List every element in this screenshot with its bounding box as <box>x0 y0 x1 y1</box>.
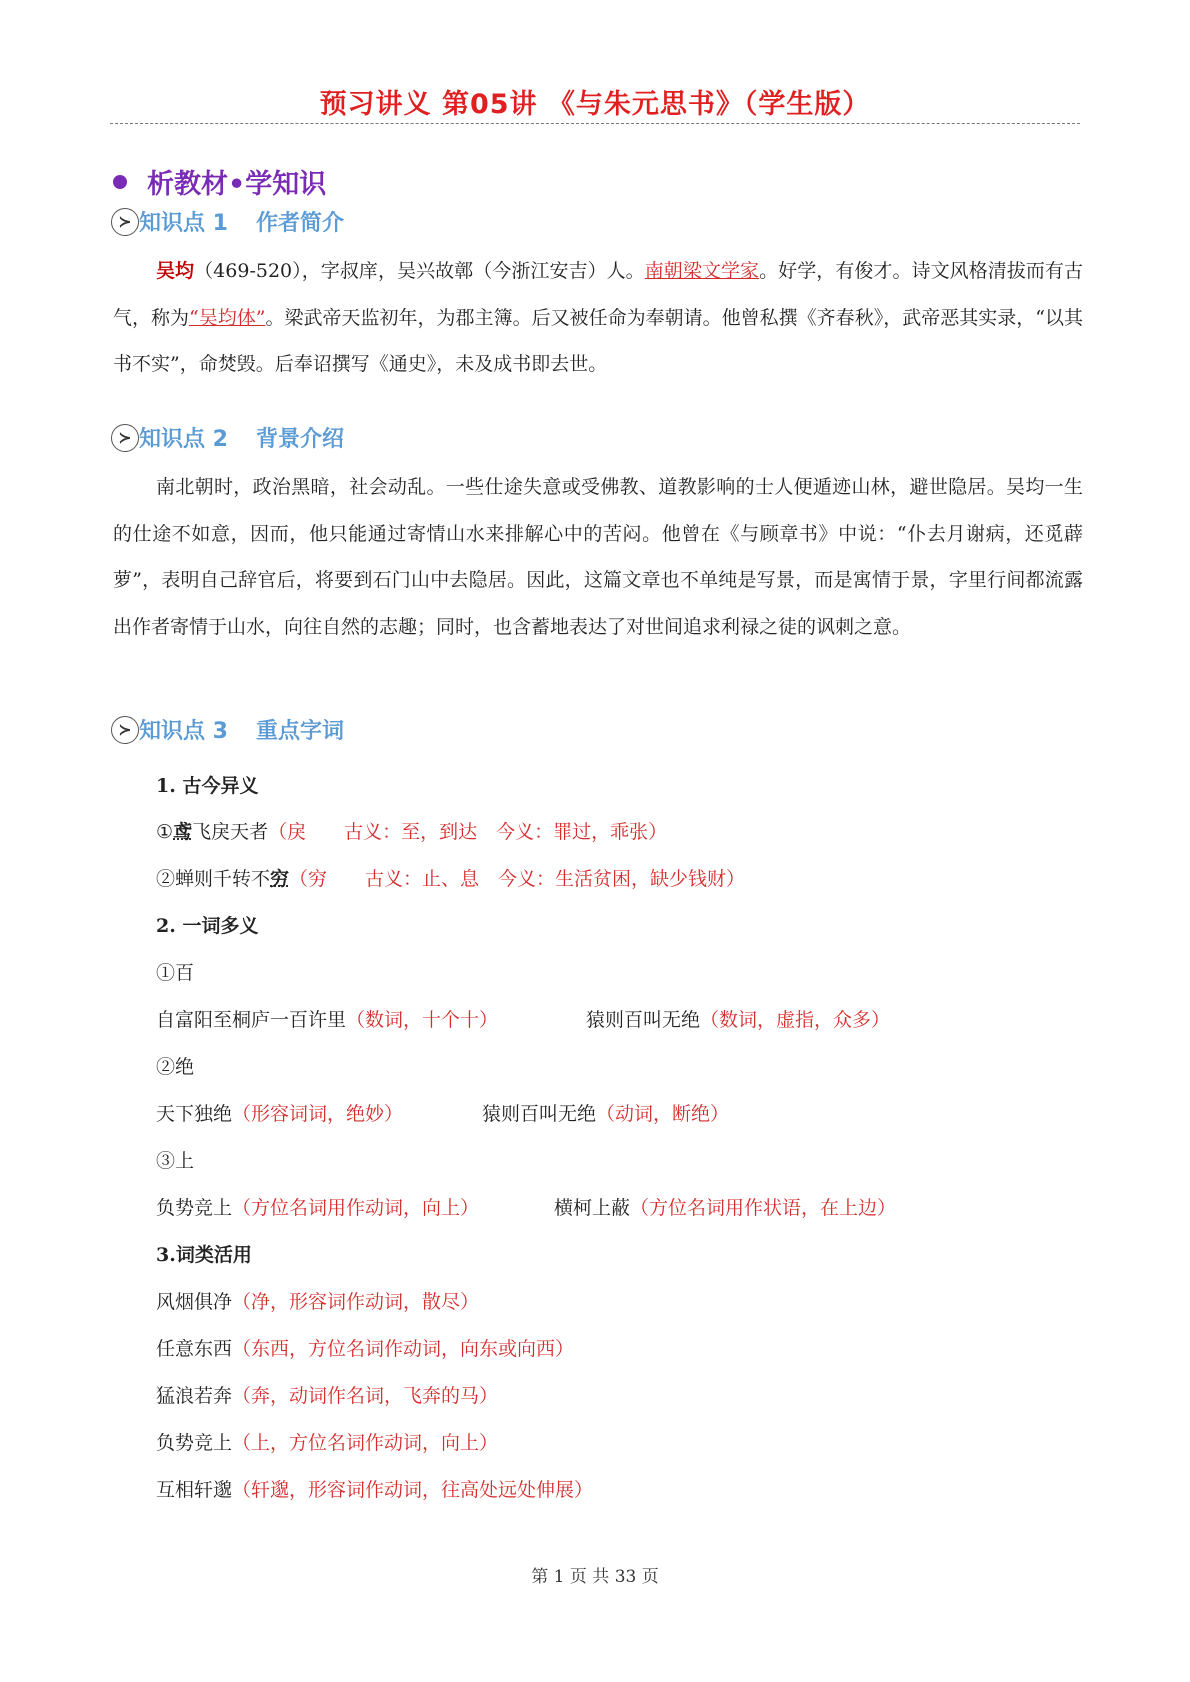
ancient-modern-item-2: ②蝉则千转不穷（穷 古义：止、息 今义：生活贫困，缺少钱财） <box>156 868 746 890</box>
polysemy-examples-2b: 猿则百叫无绝（动词，断绝） <box>482 1103 730 1125</box>
section-heading <box>113 162 326 201</box>
arrow-circle-icon: ≻ <box>111 424 139 452</box>
word-class-item: 猛浪若奔（奔，动词作名词，飞奔的马） <box>156 1385 499 1407</box>
kp-topic: 背景介绍 <box>255 427 344 452</box>
polysemy-head-1: ①百 <box>156 962 195 984</box>
background-paragraph: 南北朝时，政治黑暗，社会动乱。一些仕途失意或受佛教、道教影响的士人便遁迹山林，避世隐居。吴均一生的仕途不如意，因而，他只能通过寄情山水来排解心中的苦闷。他曾在《与顾章书》中说：“仆去月谢病，还觅薜萝”，表明自己辞官后，将要到石门山中去隐居。因此，这篇文章也不单纯是写景，而是寓情于景，字里行间都流露出作者寄情于山水，向往自然的志趣；同时，也含蓄地表达了对世间追求利禄之徒的讽刺之意。 <box>113 476 1083 638</box>
subheading-polysemy: 2. 一词多义 <box>156 915 259 937</box>
author-paragraph <box>113 248 1083 388</box>
kp-label: 知识点 3 <box>139 719 228 744</box>
polysemy-examples-1: 自富阳至桐庐一百许里（数词，十个十） <box>156 1009 499 1031</box>
polysemy-examples-1b: 猿则百叫无绝（数词，虚指，众多） <box>586 1009 891 1031</box>
author-text-2: 。好学，有俊才。诗文风格清拔而有古气，称为 <box>113 260 1083 329</box>
link-wujun-style[interactable]: “吴均体” <box>189 306 266 329</box>
word-class-item: 任意东西（东西，方位名词作动词，向东或向西） <box>156 1338 575 1360</box>
bullet-dot-icon <box>113 175 127 189</box>
polysemy-examples-2: 天下独绝（形容词词，绝妙） <box>156 1103 404 1125</box>
link-southern-liang[interactable]: 南朝梁文学家 <box>644 260 760 282</box>
polysemy-examples-3: 负势竞上（方位名词用作动词，向上） <box>156 1197 480 1219</box>
author-text-1: （469-520），字叔庠，吴兴故鄣（今浙江安吉）人。 <box>194 260 645 282</box>
word-class-item: 风烟俱净（净，形容词作动词，散尽） <box>156 1291 480 1313</box>
arrow-circle-icon: ≻ <box>111 208 139 236</box>
author-name: 吴均 <box>156 260 195 282</box>
kp-topic: 重点字词 <box>255 719 344 744</box>
title-divider <box>110 123 1080 124</box>
polysemy-head-3: ③上 <box>156 1150 195 1172</box>
arrow-circle-icon: ≻ <box>111 716 139 744</box>
kp-label: 知识点 1 <box>139 211 228 236</box>
polysemy-examples-3b: 横柯上蔽（方位名词用作状语，在上边） <box>554 1197 897 1219</box>
word-class-item: 互相轩邈（轩邈，形容词作动词，往高处远处伸展） <box>156 1479 594 1501</box>
subheading-ancient-modern: 1. 古今异义 <box>156 775 259 797</box>
page-title: 预习讲义 第05讲 《与朱元思书》（学生版） <box>319 89 871 120</box>
page-footer: 第 1 页 共 33 页 <box>531 1567 659 1587</box>
word-class-item: 负势竞上（上，方位名词作动词，向上） <box>156 1432 499 1454</box>
knowledge-point-3-heading <box>111 714 344 745</box>
knowledge-point-1-heading <box>111 206 344 237</box>
polysemy-head-2: ②绝 <box>156 1056 195 1078</box>
kp-label: 知识点 2 <box>139 427 228 452</box>
section-heading-label: 析教材•学知识 <box>147 169 327 200</box>
knowledge-point-2-heading <box>111 422 344 453</box>
author-text-3: 。梁武帝天监初年，为郡主簿。后又被任命为奉朝请。他曾私撰《齐春秋》，武帝恶其实录，“以其书不实”，命焚毁。后奉诏撰写《通史》，未及成书即去世。 <box>113 306 1083 375</box>
subheading-word-class: 3.词类活用 <box>156 1244 252 1266</box>
kp-topic: 作者简介 <box>255 211 344 236</box>
ancient-modern-item-1: ①鸢飞戾天者（戾 古义：至，到达 今义：罪过，乖张） <box>156 821 668 843</box>
